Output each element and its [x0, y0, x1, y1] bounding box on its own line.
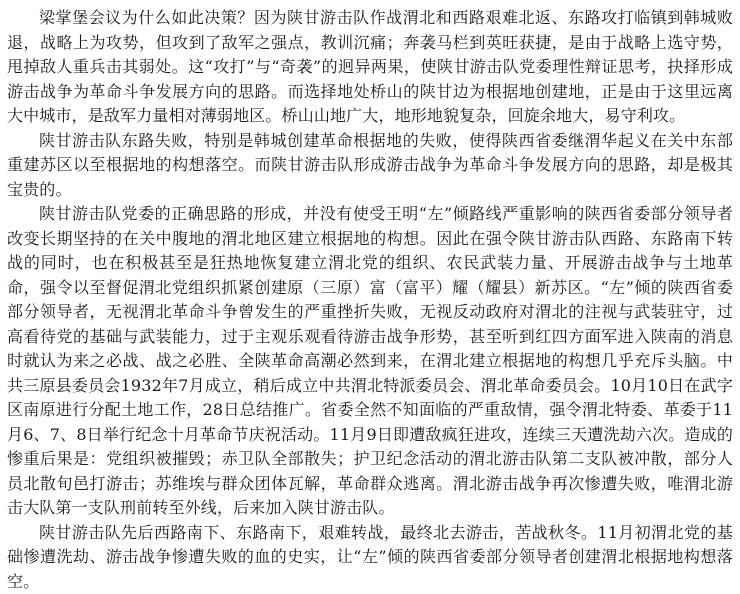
paragraph-3: 陕甘游击队党委的正确思路的形成，并没有使受王明“左”倾路线严重影响的陕西省委部分领导者改变长期坚持的在关中腹地的渭北地区建立根据地的构想。因此在强令陕甘游击队西路、东路南下转战的同时，也在积极甚至是狂热地恢复建立渭北党的组织、农民武装力量、开展游击战争与土地革命，强令以至督促渭北党组织抓紧创建原（三原）富（富平）耀（耀县）新苏区。“左”倾的陕西省委部分领导者，无视渭北革命斗争曾发生的严重挫折失败，无视反动政府对渭北的注视与武装驻守，过高看待党的基础与武装能力，过于主观乐观看待游击战争形势，甚至听到红四方面军进入陕南的消息时就认为来之必战、战之必胜、全陕革命高潮必然到来，在渭北建立根据地的构想几乎充斥头脑。中共三原县委员会1932年7月成立，稍后成立中共渭北特派委员会、渭北革命委员会。10月10日在武字区南原进行分配土地工作，28日总结推广。省委全然不知面临的严重敌情，强令渭北特委、革委于11月6、7、8日举行纪念十月革命节庆祝活动。11月9日即遭敌疯狂进攻，连续三天遭洗劫六次。造成的惨重后果是：党组织被摧毁；赤卫队全部散失；护卫纪念活动的渭北游击队第二支队被冲散，部分人员北散旬邑打游击；苏维埃与群众团体瓦解，革命群众逃离。渭北游击战争再次惨遭失败，唯渭北游击大队第一支队刑前转至外线，后来加入陕甘游击队。 [7, 202, 733, 521]
paragraph-1: 梁掌堡会议为什么如此决策？因为陕甘游击队作战渭北和西路艰难北返、东路攻打临镇到韩城败退，战略上为攻势，但攻到了敌军之强点，教训沉痛；奔袭马栏到英旺获捷，是由于战略上选守势，甩掉敌人重兵击其弱处。这“攻打”与“奇袭”的迥异两果，使陕甘游击队党委理性辩证思考，抉择形成游击战争为革命斗争发展方向的思路。而选择地处桥山的陕甘边为根据地创建地，正是由于这里远离大中城市，是敌军力量相对薄弱地区。桥山山地广大，地形地貌复杂，回旋余地大，易守利攻。 [7, 6, 733, 129]
paragraph-4: 陕甘游击队先后西路南下、东路南下，艰难转战，最终北去游击，苦战秋冬。11月初渭北党的基础惨遭洗劫、游击战争惨遭失败的血的史实，让“左”倾的陕西省委部分领导者创建渭北根据地构想落空。 [7, 521, 733, 594]
paragraph-2: 陕甘游击队东路失败，特别是韩城创建革命根据地的失败，使得陕西省委继渭华起义在关中东部重建苏区以至根据地的构想落空。而陕甘游击队形成游击战争为革命斗争发展方向的思路，却是极其宝贵的。 [7, 129, 733, 203]
